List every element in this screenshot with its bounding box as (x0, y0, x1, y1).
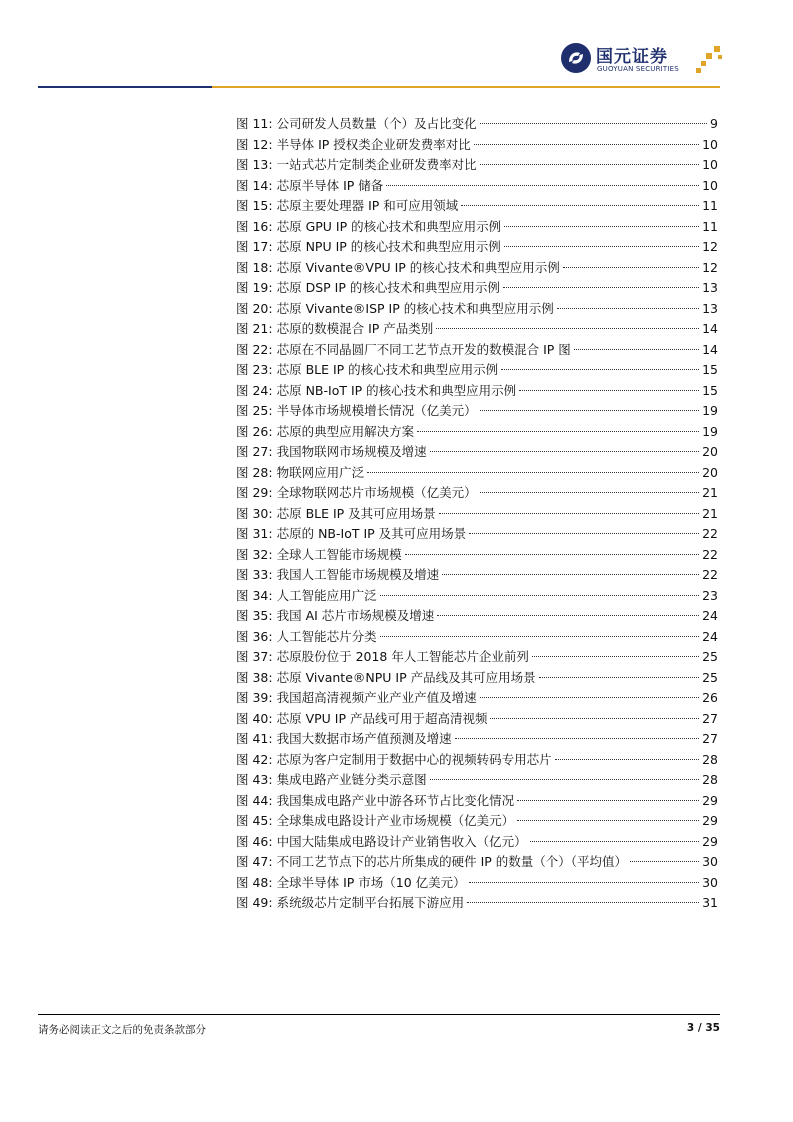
toc-leader-dots (461, 205, 699, 206)
toc-entry-page: 22 (702, 567, 718, 582)
toc-entry[interactable] (236, 381, 718, 402)
toc-entry-label: 图 14: (236, 177, 273, 193)
toc-entry[interactable] (236, 770, 718, 791)
toc-entry-title: 芯原 NB-IoT IP 的核心技术和典型应用示例 (276, 382, 517, 398)
toc-entry-title: 我国物联网市场规模及增速 (276, 444, 427, 459)
footer-disclaimer: 请务必阅读正文之后的免责条款部分 (38, 1024, 206, 1036)
toc-leader-dots (469, 882, 699, 883)
toc-entry-page: 12 (702, 259, 718, 275)
toc-entry-label: 图 19: (236, 280, 273, 295)
toc-entry-label: 图 40: (236, 710, 273, 726)
toc-leader-dots (517, 820, 699, 821)
toc-leader-dots (480, 164, 699, 165)
logo-emblem-icon (560, 42, 592, 74)
toc-entry[interactable] (236, 237, 718, 258)
toc-entry[interactable] (236, 114, 718, 135)
toc-entry[interactable] (236, 668, 718, 689)
toc-leader-dots (557, 308, 699, 309)
toc-entry-title: 系统级芯片定制平台拓展下游应用 (276, 895, 465, 910)
toc-entry-page: 24 (702, 628, 718, 644)
toc-entry[interactable] (236, 565, 718, 586)
toc-entry[interactable] (236, 176, 718, 197)
toc-entry-label: 图 42: (236, 751, 273, 767)
toc-leader-dots (417, 431, 699, 432)
toc-entry-title: 我国人工智能市场规模及增速 (276, 567, 440, 582)
toc-entry-page: 21 (702, 485, 718, 500)
toc-entry-label: 图 29: (236, 485, 273, 500)
toc-entry-page: 30 (702, 874, 718, 890)
toc-entry[interactable] (236, 135, 718, 156)
header-divider-blue (38, 86, 212, 88)
toc-leader-dots (539, 677, 699, 678)
toc-entry-title: 芯原 GPU IP 的核心技术和典型应用示例 (276, 218, 502, 234)
toc-entry-page: 9 (710, 116, 718, 131)
toc-entry-label: 图 36: (236, 628, 273, 644)
toc-leader-dots (574, 349, 699, 350)
toc-entry[interactable] (236, 688, 718, 709)
toc-entry[interactable] (236, 545, 718, 566)
toc-entry-label: 图 20: (236, 300, 273, 316)
toc-entry-page: 14 (702, 341, 718, 357)
toc-leader-dots (504, 226, 699, 227)
toc-entry-label: 图 41: (236, 731, 273, 746)
toc-entry-title: 芯原 DSP IP 的核心技术和典型应用示例 (276, 280, 500, 295)
toc-entry-title: 全球人工智能市场规模 (276, 546, 402, 562)
toc-entry-page: 25 (702, 649, 718, 664)
toc-leader-dots (519, 390, 699, 391)
toc-entry-page: 13 (702, 300, 718, 316)
toc-leader-dots (455, 738, 699, 739)
toc-entry-title: 芯原在不同晶圆厂不同工艺节点开发的数模混合 IP 图 (276, 341, 571, 357)
toc-leader-dots (501, 369, 699, 370)
header-divider-gold (212, 86, 720, 88)
toc-entry-title: 芯原的典型应用解决方案 (276, 423, 415, 439)
toc-entry-title: 芯原 BLE IP 的核心技术和典型应用示例 (276, 362, 499, 377)
toc-entry-label: 图 30: (236, 505, 273, 521)
toc-entry-label: 图 13: (236, 157, 273, 172)
toc-entry-page: 11 (702, 198, 718, 213)
toc-entry-label: 图 43: (236, 772, 273, 787)
toc-entry-label: 图 16: (236, 218, 273, 234)
toc-entry-title: 芯原主要处理器 IP 和可应用领域 (276, 198, 459, 213)
toc-entry-page: 15 (702, 382, 718, 398)
toc-leader-dots (504, 246, 699, 247)
toc-entry[interactable] (236, 401, 718, 422)
toc-entry[interactable] (236, 340, 718, 361)
toc-entry-title: 集成电路产业链分类示意图 (276, 772, 427, 787)
toc-entry-page: 21 (702, 505, 718, 521)
toc-entry-page: 20 (702, 464, 718, 480)
company-logo (560, 42, 730, 78)
toc-leader-dots (467, 902, 699, 903)
toc-entry-page: 14 (702, 321, 718, 336)
toc-leader-dots (437, 615, 699, 616)
logo-dots-icon (692, 46, 728, 76)
toc-entry[interactable] (236, 893, 718, 914)
toc-entry-title: 芯原股份位于 2018 年人工智能芯片企业前列 (276, 649, 529, 664)
toc-entry-title: 人工智能芯片分类 (276, 628, 377, 644)
toc-entry-page: 27 (702, 710, 718, 726)
toc-leader-dots (532, 656, 699, 657)
toc-leader-dots (430, 779, 699, 780)
toc-entry[interactable] (236, 442, 718, 463)
toc-entry-page: 10 (702, 177, 718, 193)
toc-entry[interactable] (236, 463, 718, 484)
toc-entry-page: 10 (702, 136, 718, 152)
footer-divider (38, 1014, 720, 1015)
toc-entry-label: 图 12: (236, 136, 273, 152)
toc-entry[interactable] (236, 524, 718, 545)
toc-entry-label: 图 33: (236, 567, 273, 582)
toc-entry-title: 芯原 VPU IP 产品线可用于超高清视频 (276, 710, 488, 726)
toc-entry-title: 一站式芯片定制类企业研发费率对比 (276, 157, 477, 172)
toc-entry-label: 图 11: (236, 116, 273, 131)
toc-entry-label: 图 25: (236, 403, 273, 418)
toc-entry-label: 图 48: (236, 874, 273, 890)
toc-entry-title: 物联网应用广泛 (276, 464, 365, 480)
toc-entry-page: 22 (702, 526, 718, 541)
toc-leader-dots (490, 718, 699, 719)
toc-entry[interactable] (236, 811, 718, 832)
toc-entry[interactable] (236, 750, 718, 771)
toc-entry-page: 30 (702, 854, 718, 869)
toc-entry-title: 芯原 Vivante®VPU IP 的核心技术和典型应用示例 (276, 259, 560, 275)
toc-entry-page: 28 (702, 751, 718, 767)
toc-entry-label: 图 37: (236, 649, 273, 664)
toc-entry-label: 图 38: (236, 669, 273, 685)
logo-english-name: GUOYUAN SECURITIES (597, 65, 679, 73)
toc-entry-title: 芯原的 NB-IoT IP 及其可应用场景 (276, 526, 467, 541)
toc-leader-dots (442, 574, 699, 575)
toc-leader-dots (386, 185, 699, 186)
toc-entry-label: 图 45: (236, 813, 273, 828)
toc-entry-page: 10 (702, 157, 718, 172)
toc-entry-title: 半导体市场规模增长情况（亿美元） (276, 403, 477, 418)
toc-entry-label: 图 32: (236, 546, 273, 562)
toc-entry[interactable] (236, 729, 718, 750)
toc-entry-label: 图 26: (236, 423, 273, 439)
toc-entry-page: 13 (702, 280, 718, 295)
toc-entry[interactable] (236, 647, 718, 668)
toc-leader-dots (563, 267, 699, 268)
toc-entry[interactable] (236, 852, 718, 873)
toc-entry-label: 图 44: (236, 792, 273, 808)
toc-entry-title: 全球半导体 IP 市场（10 亿美元） (276, 874, 466, 890)
toc-entry-page: 29 (702, 833, 718, 849)
toc-entry-title: 我国集成电路产业中游各环节占比变化情况 (276, 792, 515, 808)
toc-entry-label: 图 23: (236, 362, 273, 377)
toc-entry-title: 我国 AI 芯片市场规模及增速 (276, 608, 435, 623)
toc-entry-label: 图 34: (236, 587, 273, 603)
toc-entry-title: 我国超高清视频产业产业产值及增速 (276, 690, 477, 705)
toc-entry-title: 芯原为客户定制用于数据中心的视频转码专用芯片 (276, 751, 552, 767)
toc-entry-page: 24 (702, 608, 718, 623)
toc-entry[interactable] (236, 155, 718, 176)
toc-entry-label: 图 39: (236, 690, 273, 705)
toc-entry[interactable] (236, 278, 718, 299)
toc-entry-label: 图 18: (236, 259, 273, 275)
toc-entry-page: 28 (702, 772, 718, 787)
toc-entry-label: 图 49: (236, 895, 273, 910)
toc-entry-label: 图 46: (236, 833, 273, 849)
toc-entry-label: 图 47: (236, 854, 273, 869)
toc-leader-dots (480, 123, 707, 124)
toc-entry-title: 人工智能应用广泛 (276, 587, 377, 603)
toc-entry-page: 20 (702, 444, 718, 459)
toc-entry-label: 图 21: (236, 321, 273, 336)
toc-entry-title: 全球物联网芯片市场规模（亿美元） (276, 485, 477, 500)
toc-entry[interactable] (236, 258, 718, 279)
toc-entry-label: 图 22: (236, 341, 273, 357)
toc-entry-page: 31 (702, 895, 718, 910)
toc-entry-title: 不同工艺节点下的芯片所集成的硬件 IP 的数量（个）（平均值） (276, 854, 628, 869)
toc-entry[interactable] (236, 504, 718, 525)
toc-leader-dots (480, 492, 699, 493)
toc-entry-label: 图 31: (236, 526, 273, 541)
toc-entry-page: 19 (702, 423, 718, 439)
toc-entry-page: 23 (702, 587, 718, 603)
toc-entry-title: 芯原 NPU IP 的核心技术和典型应用示例 (276, 239, 501, 254)
toc-leader-dots (367, 472, 699, 473)
toc-entry[interactable] (236, 422, 718, 443)
toc-entry-title: 我国大数据市场产值预测及增速 (276, 731, 452, 746)
figure-table-of-contents (236, 114, 718, 914)
toc-leader-dots (405, 554, 699, 555)
toc-leader-dots (630, 861, 699, 862)
toc-leader-dots (474, 144, 699, 145)
toc-entry[interactable] (236, 627, 718, 648)
toc-leader-dots (517, 800, 699, 801)
toc-leader-dots (380, 636, 699, 637)
toc-entry-page: 27 (702, 731, 718, 746)
toc-entry[interactable] (236, 586, 718, 607)
page-number: 3 / 35 (686, 1022, 720, 1034)
toc-entry[interactable] (236, 299, 718, 320)
toc-leader-dots (380, 595, 699, 596)
toc-entry[interactable] (236, 791, 718, 812)
toc-leader-dots (555, 759, 699, 760)
toc-entry-page: 25 (702, 669, 718, 685)
toc-entry-title: 公司研发人员数量（个）及占比变化 (276, 116, 477, 131)
toc-entry-page: 15 (702, 362, 718, 377)
toc-entry-page: 29 (702, 792, 718, 808)
toc-entry-title: 芯原 Vivante®NPU IP 产品线及其可应用场景 (276, 669, 536, 685)
toc-entry-title: 芯原的数模混合 IP 产品类别 (276, 321, 434, 336)
logo-chinese-name: 国元证券 (596, 47, 668, 67)
toc-entry-label: 图 17: (236, 239, 273, 254)
toc-entry-title: 芯原 BLE IP 及其可应用场景 (276, 505, 436, 521)
toc-entry-page: 26 (702, 690, 718, 705)
toc-entry[interactable] (236, 873, 718, 894)
toc-entry-title: 全球集成电路设计产业市场规模（亿美元） (276, 813, 515, 828)
toc-entry[interactable] (236, 483, 718, 504)
toc-leader-dots (430, 451, 699, 452)
toc-entry-title: 芯原半导体 IP 储备 (276, 177, 384, 193)
toc-leader-dots (439, 513, 699, 514)
toc-entry-title: 半导体 IP 授权类企业研发费率对比 (276, 136, 471, 152)
toc-entry-page: 12 (702, 239, 718, 254)
toc-entry[interactable] (236, 319, 718, 340)
toc-entry-label: 图 28: (236, 464, 273, 480)
toc-entry-page: 19 (702, 403, 718, 418)
toc-entry-label: 图 27: (236, 444, 273, 459)
toc-entry-page: 11 (702, 218, 718, 234)
toc-entry-title: 中国大陆集成电路设计产业销售收入（亿元） (276, 833, 527, 849)
toc-entry[interactable] (236, 709, 718, 730)
toc-entry-label: 图 24: (236, 382, 273, 398)
toc-leader-dots (469, 533, 699, 534)
toc-entry-page: 29 (702, 813, 718, 828)
toc-leader-dots (436, 328, 699, 329)
toc-entry[interactable] (236, 606, 718, 627)
toc-entry[interactable] (236, 196, 718, 217)
toc-leader-dots (530, 841, 699, 842)
toc-entry-page: 22 (702, 546, 718, 562)
toc-entry-label: 图 35: (236, 608, 273, 623)
toc-entry-label: 图 15: (236, 198, 273, 213)
toc-entry[interactable] (236, 217, 718, 238)
toc-leader-dots (480, 697, 699, 698)
toc-entry-title: 芯原 Vivante®ISP IP 的核心技术和典型应用示例 (276, 300, 554, 316)
toc-entry[interactable] (236, 360, 718, 381)
toc-leader-dots (503, 287, 699, 288)
toc-leader-dots (480, 410, 699, 411)
toc-entry[interactable] (236, 832, 718, 853)
